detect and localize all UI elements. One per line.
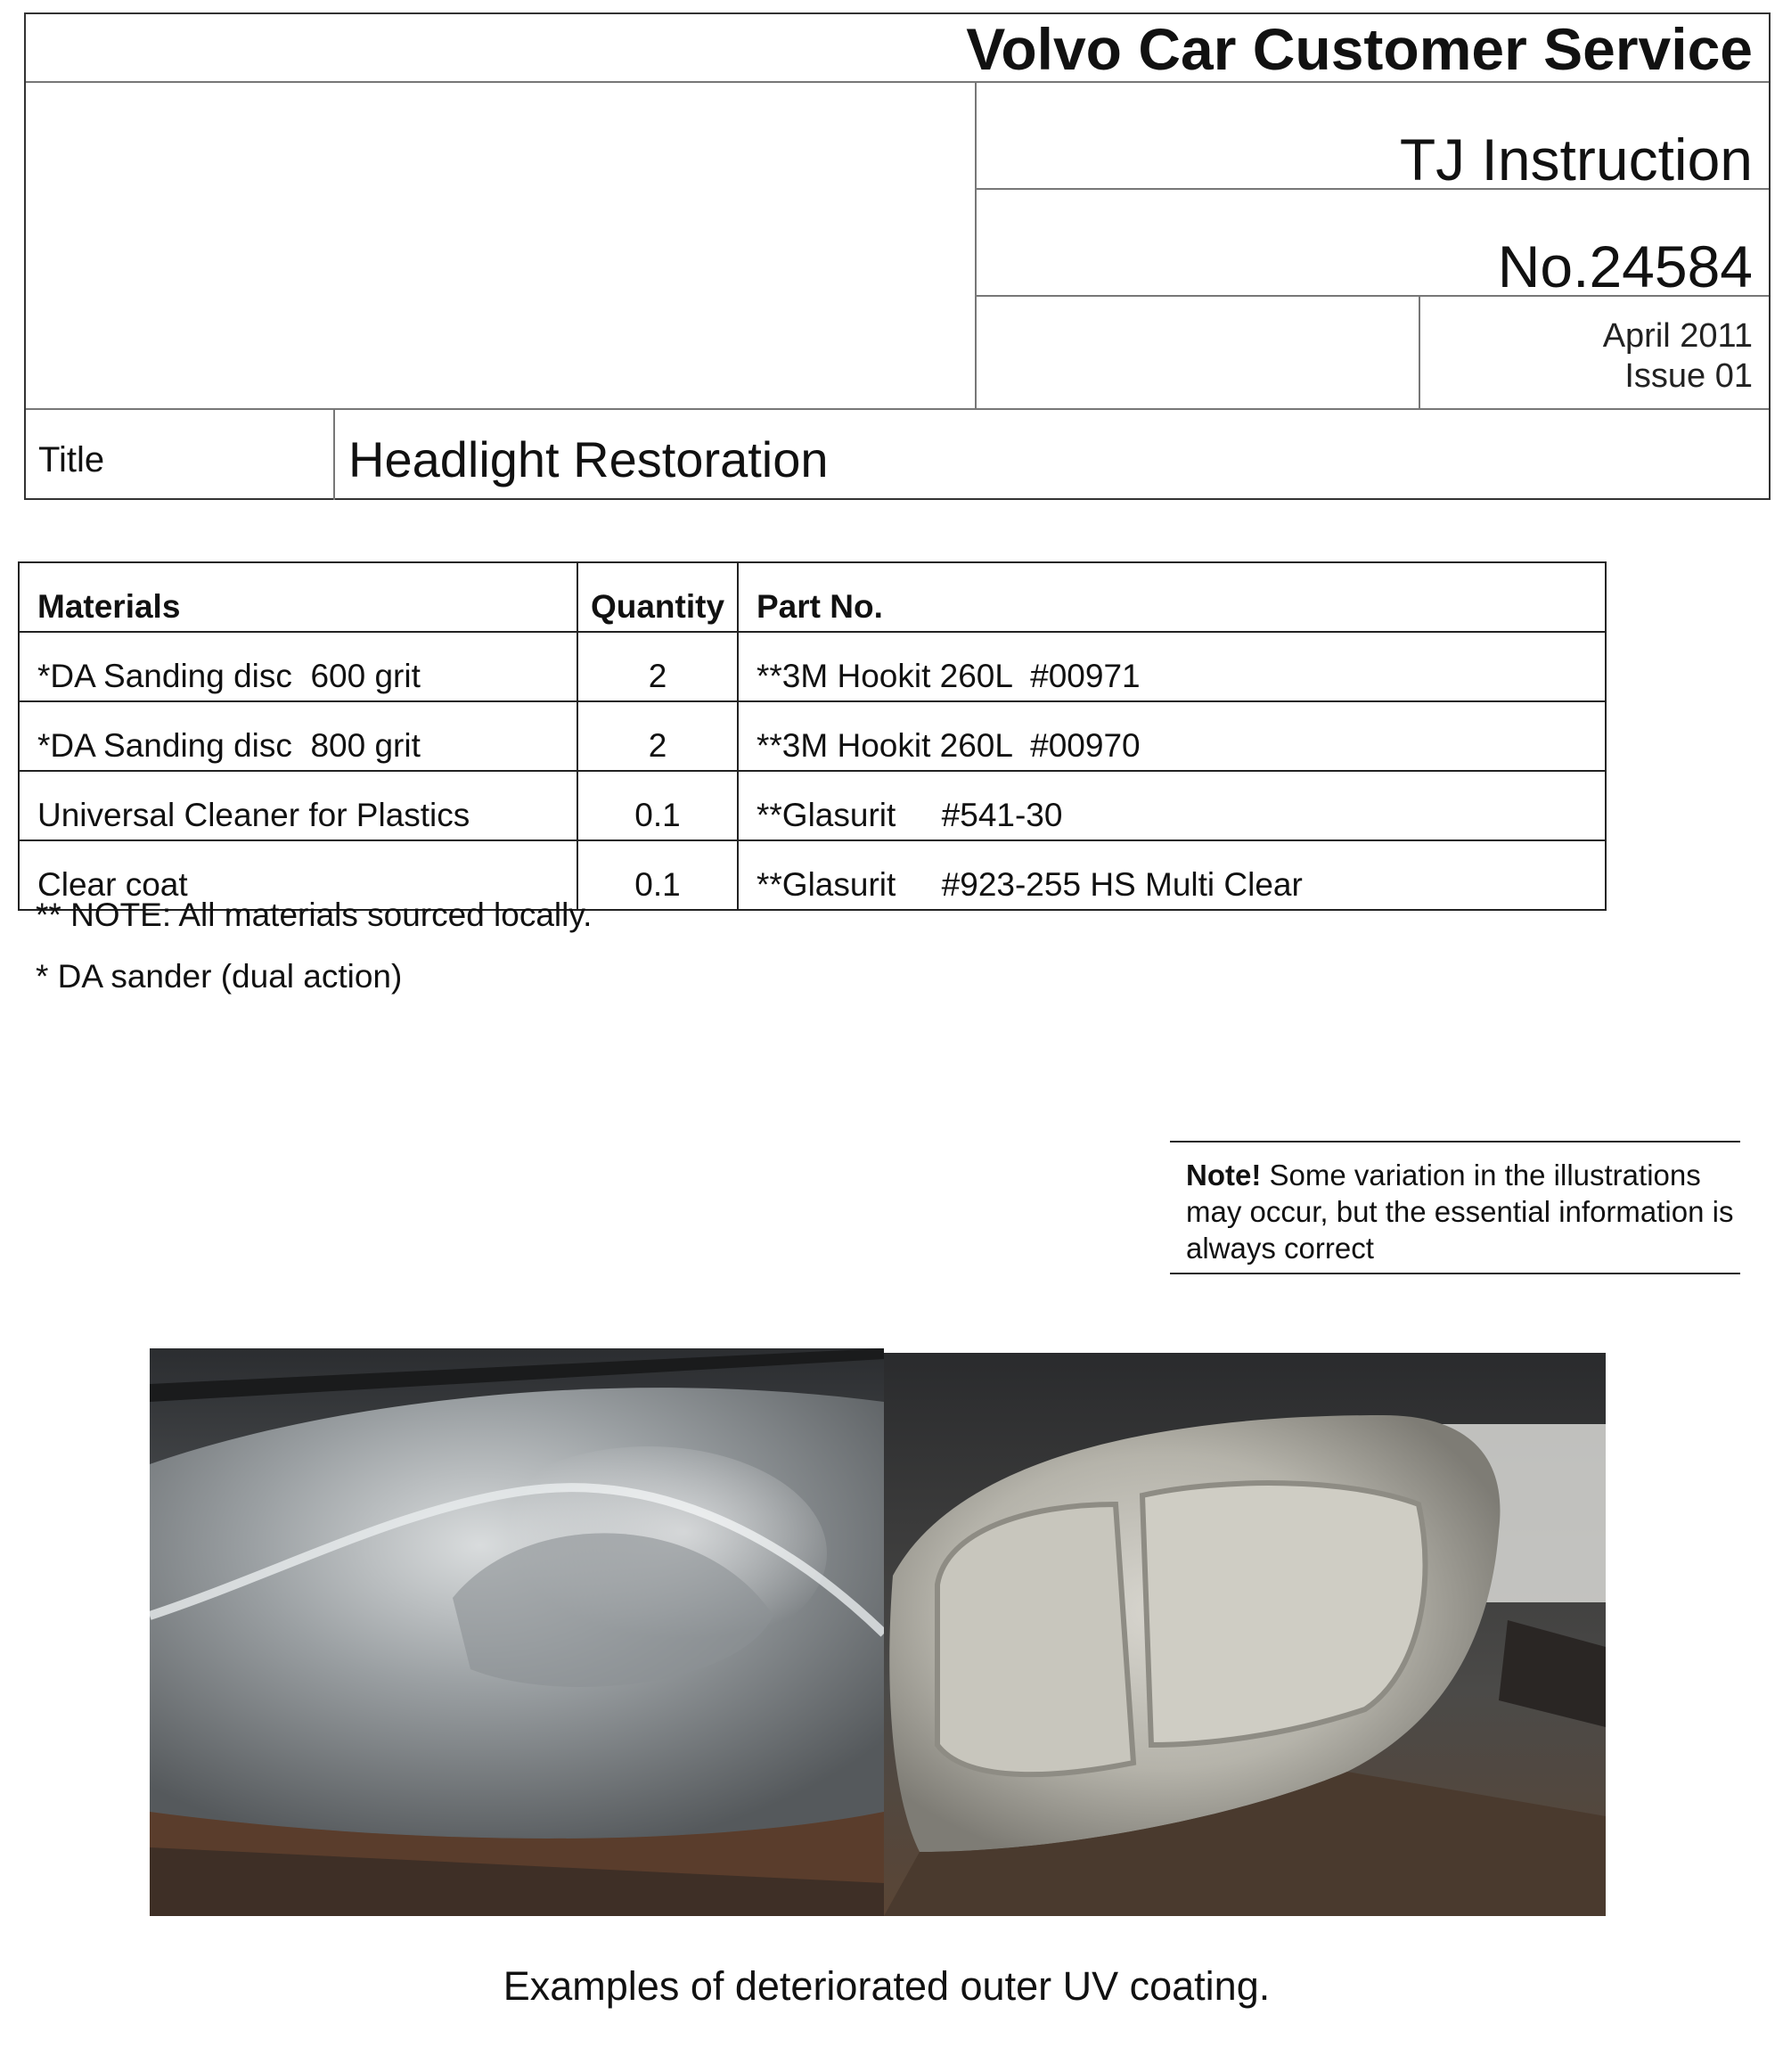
headlight-photo-left [150,1348,884,1916]
material-cell: Clear coat [19,840,577,910]
photo-caption: Examples of deteriorated outer UV coating. [503,1963,1271,2009]
note-text: Some variation in the illustrations may occur, but the essential information is always correct [1186,1159,1734,1265]
document-date: April 2011 [1602,317,1753,355]
title-label: Title [38,440,105,479]
material-cell: *DA Sanding disc 800 grit [19,701,577,771]
part-number-cell: **Glasurit #923-255 HS Multi Clear [738,840,1606,910]
part-number-cell: **3M Hookit 260L #00970 [738,701,1606,771]
document-type: TJ Instruction [1399,127,1753,192]
column-header-quantity: Quantity [577,562,738,632]
materials-table [18,561,1607,911]
material-cell: *DA Sanding disc 600 grit [19,632,577,701]
headlight-photo-right [884,1353,1606,1916]
column-header-materials: Materials [19,562,577,632]
document-number: No.24584 [1497,233,1753,299]
part-number-cell: **3M Hookit 260L #00971 [738,632,1606,701]
quantity-cell: 0.1 [577,771,738,840]
header-divider [26,408,1769,410]
document-title: Headlight Restoration [348,431,829,487]
header-divider [333,408,335,500]
illustration-note [1170,1141,1740,1274]
headlight-photo [150,1348,884,1916]
document-issue: Issue 01 [1624,357,1753,395]
quantity-cell: 0.1 [577,840,738,910]
material-cell: Universal Cleaner for Plastics [19,771,577,840]
da-sander-note: * DA sander (dual action) [36,958,403,995]
header-divider [1419,295,1420,408]
document-header [24,12,1771,500]
table-row [19,701,1606,771]
note-label: Note! [1186,1159,1262,1192]
headlight-photo [884,1353,1606,1916]
quantity-cell: 2 [577,632,738,701]
table-row [19,632,1606,701]
header-divider [975,81,977,408]
company-name: Volvo Car Customer Service [966,16,1753,82]
quantity-cell: 2 [577,701,738,771]
sourcing-note: ** NOTE: All materials sourced locally. [36,897,593,933]
part-number-cell: **Glasurit #541-30 [738,771,1606,840]
table-header-row [19,562,1606,632]
table-row [19,771,1606,840]
column-header-part-no: Part No. [738,562,1606,632]
